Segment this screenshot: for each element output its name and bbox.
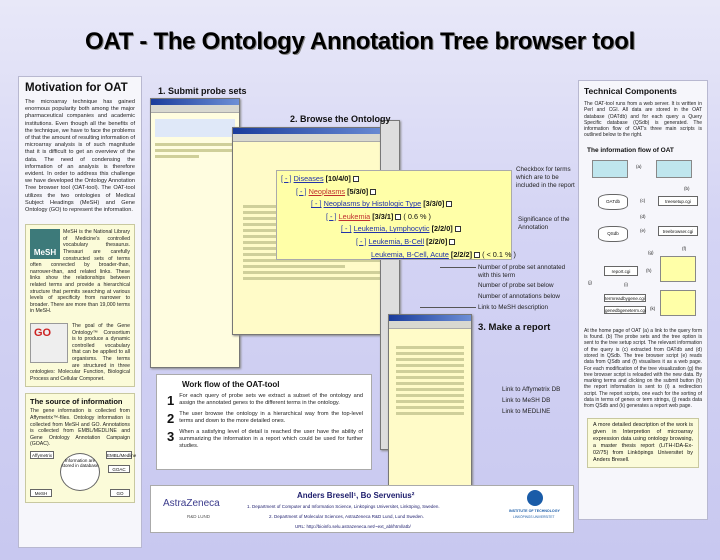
source-heading: The source of information <box>30 397 123 407</box>
workflow-heading: Work flow of the OAT-tool <box>182 380 280 389</box>
tree-toggle[interactable]: [ - ] <box>326 211 337 221</box>
tree-checkbox[interactable] <box>455 226 461 232</box>
ontology-box <box>25 224 135 387</box>
flow-label: (i) <box>624 281 628 287</box>
annotation-meshdb: Link to MeSH DB <box>502 397 551 404</box>
tree-term[interactable]: Leukemia, B-Cell <box>368 236 425 246</box>
tree-term[interactable]: Neoplasms <box>308 186 346 196</box>
workflow-text: For each query of probe sets we extract a subset of the ontology and assign the annotated genes to the different terms in the ontology. <box>179 393 363 407</box>
url[interactable]: URL: http://bioinfo.selu.astrazeneca.net/~ext_abl/html/atb/ <box>295 524 411 529</box>
more-info-box: A more detailed description of the work is given in Interpretion of microarray expression data using ontology browsing, a master thesis report (LiTH-IDA-Ex-02/75) from Linköpings Universitet by Anders Bresell. <box>587 418 699 468</box>
tree-toggle[interactable]: [ - ] <box>356 236 367 246</box>
go-logo: GO <box>30 323 68 363</box>
astrazeneca-sub: R&D LUND <box>187 514 211 519</box>
tree-toggle[interactable]: [ - ] <box>281 174 292 183</box>
diagram-affymetrix: Affymetrix <box>30 451 54 459</box>
report-window <box>388 314 472 510</box>
workflow-text: When a satisfying level of detail is reached the user have the ability of summarizing the information in a report which could be used for further studies. <box>179 429 363 450</box>
tech-text: The OAT-tool runs from a web server. It is written in Perl and CGI. All data are stored in the OAT database (OATdb) and for each query a Query Specific database (QSdb) is generated. The information flow of OAT's three main scripts is outlined below to the right. <box>584 101 702 139</box>
flow-label: (b) <box>684 185 690 191</box>
tree-term[interactable]: Leukemia <box>338 211 371 221</box>
footer-box <box>150 485 574 533</box>
liu-name: INSTITUTE OF TECHNOLOGY <box>509 509 560 513</box>
tree-counts: [10/4/0] <box>325 174 351 183</box>
flow-report: report.cgi <box>604 266 638 276</box>
tree-counts: [2/2/2] <box>450 249 472 259</box>
go-text: The goal of the Gene Ontology™ Consortium is to produce a dynamic controlled vocabulary that can be applied to all organisms. The terms are structured in three ontologies: Molecular Function, Biological Process and Cellular Componet. <box>30 322 130 382</box>
flow-treesetup: treesetup.cgi <box>658 196 698 206</box>
astrazeneca-logo: AstraZeneca <box>163 498 220 509</box>
tree-counts: [2/2/0] <box>431 224 453 234</box>
step-2-label: 2. Browse the Ontology <box>290 114 391 124</box>
tree-checkbox[interactable] <box>353 176 359 182</box>
tree-toggle[interactable]: [ - ] <box>311 199 322 209</box>
annotation-checkbox: Checkbox for terms which are to be included in the report <box>516 166 575 189</box>
tree-counts: [2/2/0] <box>426 236 448 246</box>
flow-description: At the home page of OAT (a) a link to the query form is found. (b) The probe sets and the tree option is sent to the tree setup script. The relevant information of the query is (c) extracted from OATdb and (d) stored in QSdb. The tree browser script (e) reads data from QSdb and (f) visualises it as a web page. For each modification of the tree visualization (g) the tree browser script is reloaded with the new data. By marking terms and clicking on the submit button (h) the report information is sent to (i) a redirection script. The report scripts, one each for the sorting of data in terms of genes or term strings, (j) reads data from QSdb and (k) generates a report web page. <box>584 327 702 410</box>
liu-sub: LINKÖPINGS UNIVERSITET <box>513 515 555 519</box>
tree-zoom <box>276 170 516 260</box>
flow-label: (k) <box>650 305 656 311</box>
poster-title: OAT - The Ontology Annotation Tree browser tool <box>85 28 635 55</box>
flow-heading: The information flow of OAT <box>587 146 674 154</box>
motivation-heading: Motivation for OAT <box>25 82 128 94</box>
tree-term[interactable]: Diseases <box>293 174 324 183</box>
tree-counts: [3/3/1] <box>372 211 394 221</box>
annotation-mesh-link: Link to MeSH description <box>478 304 548 311</box>
tree-checkbox[interactable] <box>446 201 452 207</box>
tree-checkbox[interactable] <box>449 239 455 245</box>
workflow-num: 3 <box>167 429 175 444</box>
tree-checkbox[interactable] <box>474 252 480 258</box>
diagram-goac: GOAC <box>108 465 130 473</box>
tree-term[interactable]: Leukemia, B-Cell, Acute <box>371 249 449 259</box>
tree-toggle[interactable]: [ - ] <box>341 224 352 234</box>
step-1-label: 1. Submit probe sets <box>158 86 247 96</box>
flow-label: (c) <box>640 197 646 203</box>
flow-label: (j) <box>588 279 592 285</box>
source-box <box>25 393 135 503</box>
submit-window <box>150 98 240 368</box>
flow-oatdb: OATdb <box>598 194 628 210</box>
workflow-num: 2 <box>167 411 175 426</box>
tree-term[interactable]: Neoplasms by Histologic Type <box>323 199 422 209</box>
tech-heading: Technical Components <box>584 86 677 96</box>
diagram-mesh: MeSH <box>30 489 52 497</box>
left-column <box>18 76 142 548</box>
flow-label: (a) <box>636 163 642 169</box>
tree-term[interactable]: Leukemia, Lymphocytic <box>353 224 430 234</box>
flow-diagram <box>584 160 704 320</box>
tree-significance: ( < 0.1 % ) <box>482 249 516 259</box>
liu-logo <box>527 490 543 506</box>
flow-genereport: genedbgeneterm.cgi <box>605 307 647 313</box>
tree-significance: ( 0.6 % ) <box>403 211 431 221</box>
affiliation-2: 2. Department of Molecular Sciences, AstraZeneca R&D Lund, Lund Sweden. <box>269 514 424 519</box>
flow-label: (g) <box>648 249 654 255</box>
mesh-text: MeSH is the National Library of Medicine's controlled vocabulary thesaurus. Thesauri are carefully constructed sets of terms often connected by broader-than, narrower-than, and related links. These links show the relationships between related terms and provide a hierarchical structure that permits searching at various levels of specificity from narrower to broader. There are more than 19,000 terms in MeSH. <box>30 229 130 315</box>
workflow-text: The user browse the ontology in a hierarchical way from the top-level terms and down to the more detailed ones. <box>179 411 363 425</box>
annotation-affymetrix: Link to Affymetrix DB <box>502 386 561 393</box>
flow-label: (d) <box>640 213 646 219</box>
annotation-n-annot: Number of annotations below <box>478 293 560 300</box>
step-3-label: 3. Make a report <box>478 322 551 333</box>
tree-checkbox[interactable] <box>395 214 401 220</box>
authors: Anders Bresell¹, Bo Servenius² <box>297 491 415 500</box>
diagram-database: Information are stored in database <box>60 453 100 491</box>
annotation-n-below: Number of probe set below <box>478 282 554 289</box>
tree-toggle[interactable]: [ - ] <box>296 186 307 196</box>
motivation-text: The microarray technique has gained enormous popularity both among the major pharmaceutical companies and academic institutions. Even though all the benefits of the technique, we have to face the problems of that the amount of resulting information of microarray analysis is of such magnitude that it is difficult to get an overview of the data. The need of condensing the information of an analysis is therefore evident. In order to address this challenge we have developed the Ontology Annotation Tree browser tool (OAT-tool). The OAT-tool utilizes the two ontologies of Medical Subject Headings (MeSH) and Gene Ontology (GO) to represent the information. <box>25 99 135 214</box>
affiliation-1: 1. Department of Computer and Information Science, Linköpings Universitet, Linköping, Sweden. <box>247 504 440 509</box>
source-text: The gene information is collected from Affymetrix™-files. Ontology information is collected from MeSH and GO. Annotations is collected from EMBL/MEDLINE and Gene Ontology Annotation Campaign (GOAC). <box>30 408 130 448</box>
flow-qsdb: QSdb <box>598 226 628 242</box>
diagram-embl: EMBL/Medline <box>107 452 137 458</box>
annotation-significance: Significance of the Annotation <box>518 216 570 231</box>
annotation-medline: Link to MEDLINE <box>502 408 551 415</box>
right-column <box>578 80 708 520</box>
mesh-logo: MeSH <box>30 229 60 259</box>
flow-label: (f) <box>682 245 687 251</box>
flow-label: (e) <box>640 227 646 233</box>
diagram-go: GO <box>110 489 130 497</box>
tree-checkbox[interactable] <box>370 189 376 195</box>
tree-counts: [5/3/0] <box>347 186 369 196</box>
workflow-box <box>156 374 372 470</box>
tree-counts: [3/3/0] <box>423 199 445 209</box>
flow-label: (h) <box>646 267 652 273</box>
flow-treebrowser: treebrowser.cgi <box>658 226 698 236</box>
workflow-num: 1 <box>167 393 175 408</box>
source-diagram <box>30 451 137 499</box>
flow-termreport: termreadbygene.cgi <box>605 295 645 301</box>
annotation-n-term: Number of probe set annotated with this term <box>478 264 566 279</box>
